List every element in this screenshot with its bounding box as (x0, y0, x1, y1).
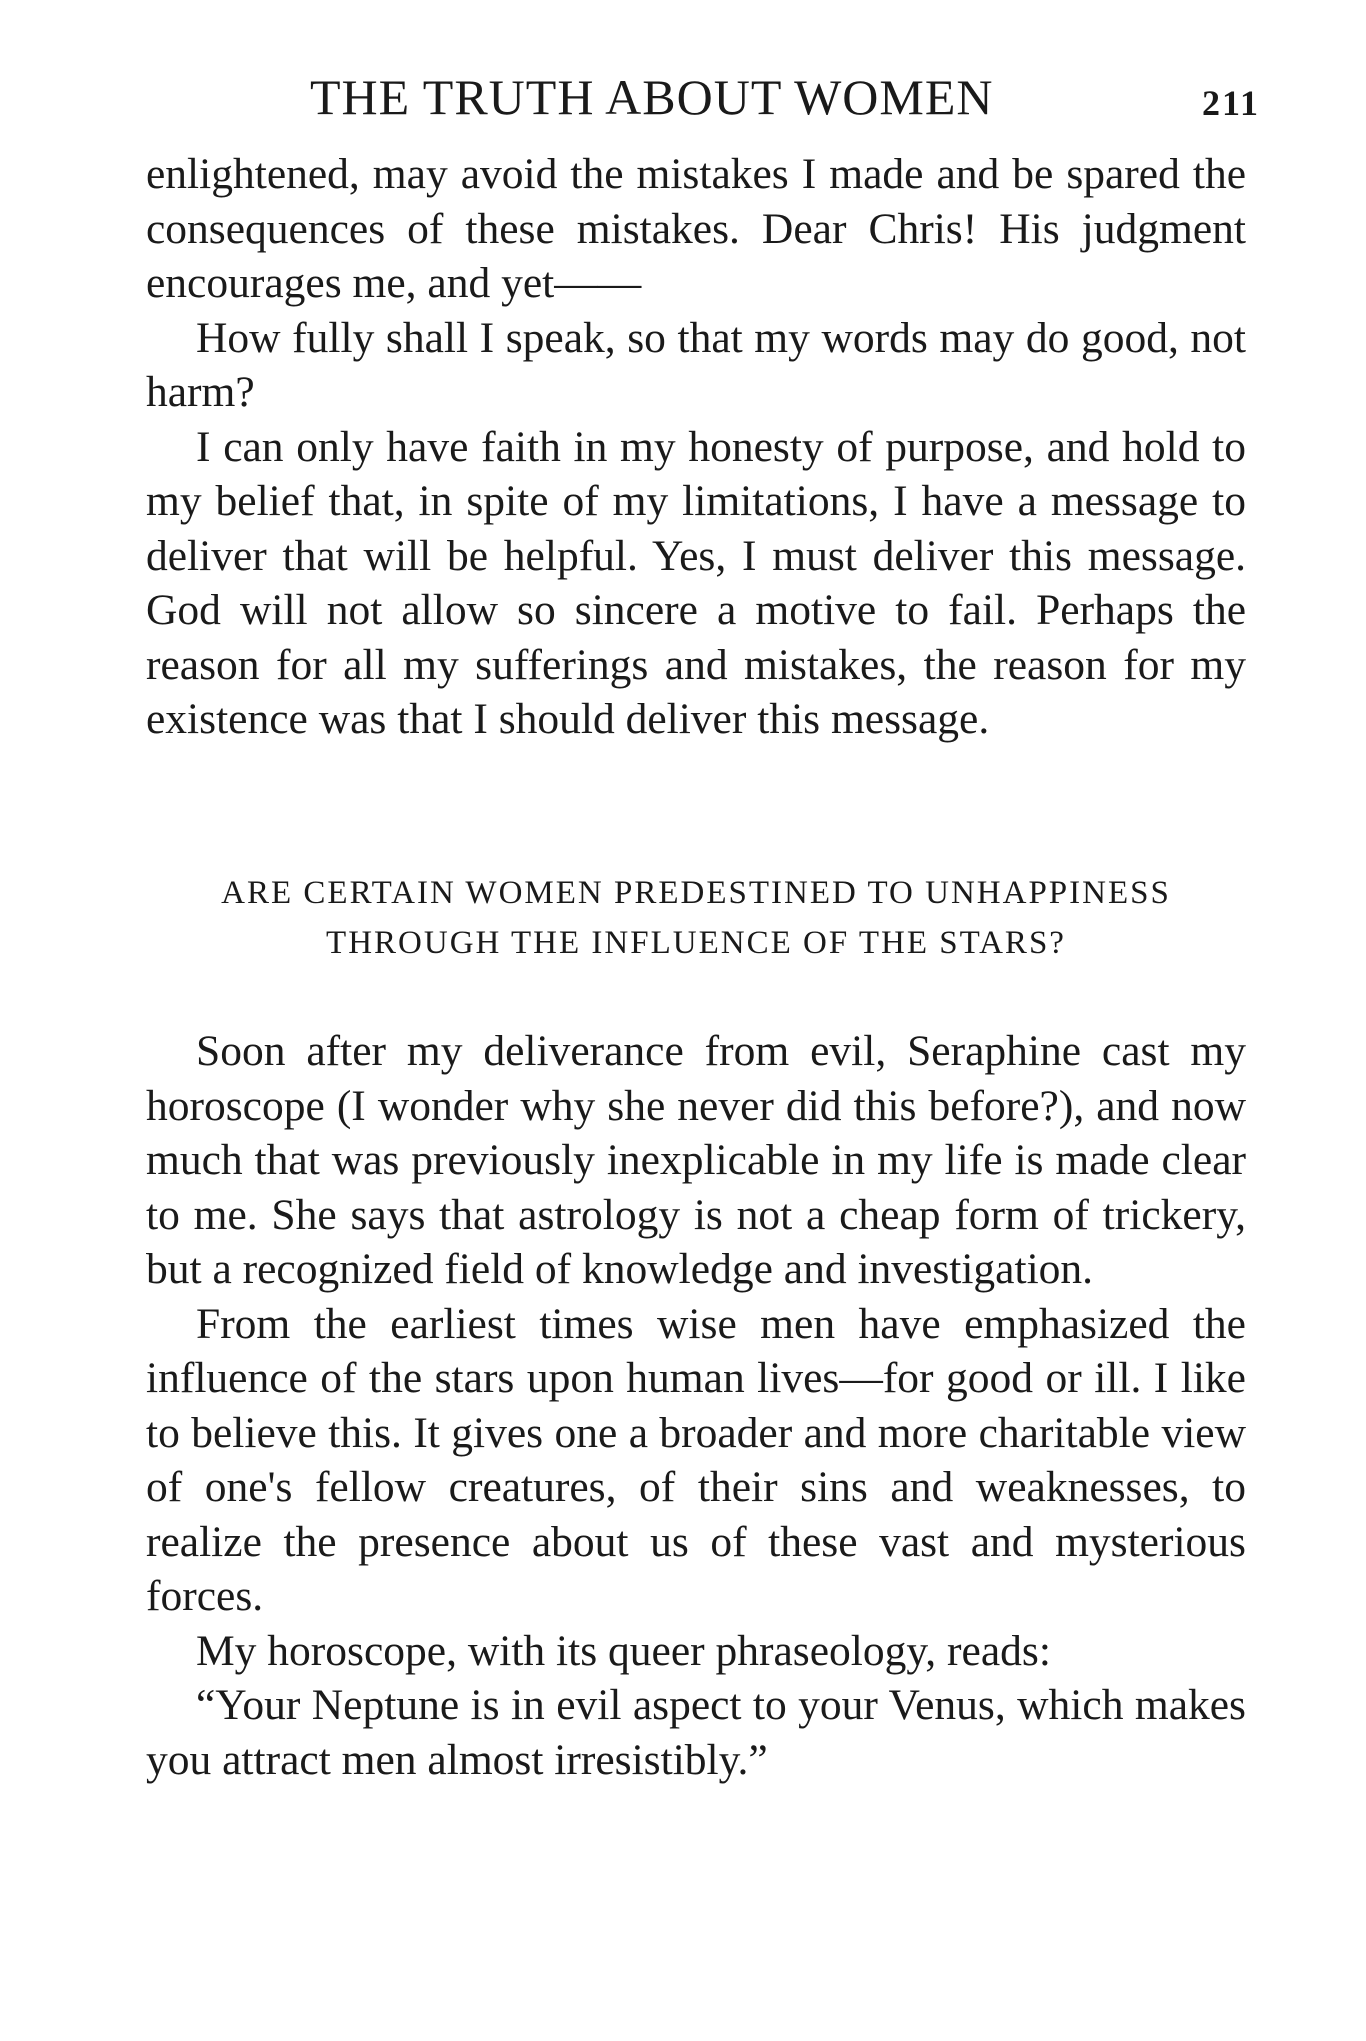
section-heading-line-1: ARE CERTAIN WOMEN PREDESTINED TO UNHAPPINESS (221, 875, 1171, 911)
paragraph: Soon after my deliverance from evil, Seraphine cast my horoscope (I wonder why she never did this before?), and now much that was previously inexplicable in my life is made clear to me. She says that astrology is not a cheap form of trickery, but a recognized field of knowledge and investigation. (146, 1027, 1246, 1293)
running-head (310, 62, 1260, 132)
paragraph: From the earliest times wise men have emphasized the influence of the stars upon human lives—for good or ill. I like to believe this. It gives one a broader and more charitable view of one's fellow creatures, of their sins and weaknesses, to realize the presence about us of these vast and mysterious forces. (146, 1299, 1246, 1620)
paragraph: How fully shall I speak, so that my words may do good, not harm? (146, 313, 1246, 416)
section-heading-line-2: THROUGH THE INFLUENCE OF THE STARS? (326, 925, 1066, 961)
text-block-bottom (146, 1024, 1246, 1787)
running-title: THE TRUTH ABOUT WOMEN (310, 69, 994, 125)
paragraph: I can only have faith in my honesty of purpose, and hold to my belief that, in spite of my limitations, I have a message to deliver that will be helpful. Yes, I must deliver this message. God will not allow so sincere a motive to fail. Perhaps the reason for all my sufferings and mistakes, the reason for my existence was that I should deliver this message. (146, 422, 1246, 743)
paragraph-continued: enlightened, may avoid the mistakes I made and be spared the consequences of these mistakes. Dear Chris! His judgment encourages me, and yet—— (146, 150, 1246, 307)
paragraph: My horoscope, with its queer phraseology, reads: (196, 1626, 1051, 1675)
text-block-top (146, 147, 1246, 747)
paragraph-quotation: “Your Neptune is in evil aspect to your Venus, which makes you attract men almost irresistibly.” (146, 1681, 1246, 1784)
section-heading (146, 868, 1246, 968)
page-number: 211 (1201, 83, 1260, 123)
